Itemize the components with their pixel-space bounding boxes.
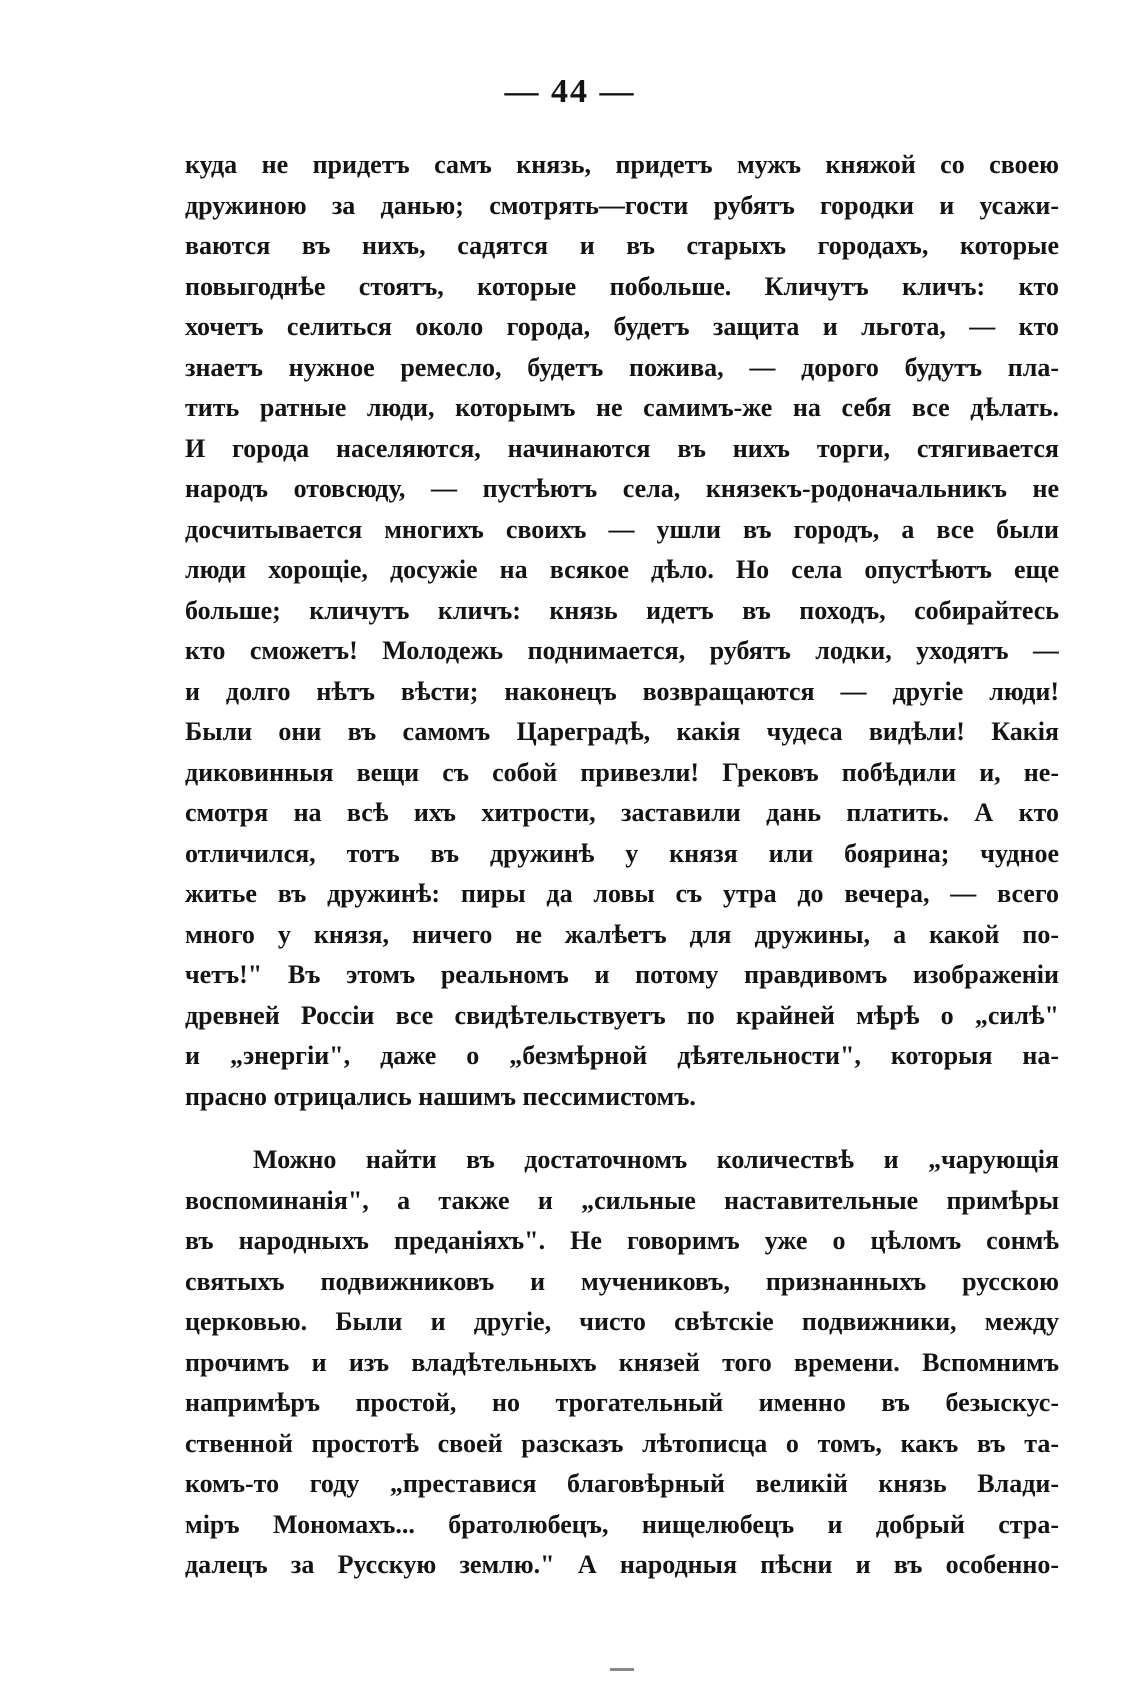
text-line: хочетъ селиться около города, будетъ защита и льгота, — кто — [185, 312, 1059, 341]
text-line: святыхъ подвижниковъ и мучениковъ, признанныхъ русскою — [185, 1266, 1059, 1296]
footer-mark — [610, 1668, 634, 1671]
text-line: много у князя, ничего не жалѣетъ для дружины, а какой по- — [185, 919, 1059, 949]
text-line: люди хорощіе, досужіе на всякое дѣло. Но села опустѣютъ еще — [185, 555, 1059, 584]
text-line: И города населяются, начинаются въ нихъ торги, стягивается — [185, 433, 1059, 463]
text-line: народъ отовсюду, — пустѣютъ села, князекъ-родоначальникъ не — [185, 474, 1059, 503]
text-line: отличился, тотъ въ дружинѣ у князя или боярина; чудное — [185, 838, 1059, 868]
paragraph-2 — [185, 1140, 1059, 1586]
text-line: досчитывается многихъ своихъ — ушли въ городъ, а все были — [185, 514, 1059, 544]
text-line: міръ Мономахъ... братолюбецъ, нищелюбецъ и добрый стра- — [185, 1509, 1059, 1539]
text-line: знаетъ нужное ремесло, будетъ пожива, — дорого будутъ пла- — [185, 352, 1059, 382]
page-number: — 44 — — [504, 73, 636, 110]
text-line: и „энергіи", даже о „безмѣрной дѣятельности", которыя на- — [185, 1041, 1059, 1070]
text-line: диковинныя вещи съ собой привезли! Грековъ побѣдили и, не- — [185, 757, 1059, 787]
text-line: древней Россіи все свидѣтельствуетъ по крайней мѣрѣ о „силѣ" — [185, 1000, 1059, 1030]
text-line: воспоминанія", а также и „сильные наставительные примѣры — [185, 1185, 1059, 1215]
text-line: повыгоднѣе стоятъ, которые побольше. Кличутъ кличъ: кто — [185, 271, 1059, 301]
text-line: прасно отрицались нашимъ пессимистомъ. — [185, 1081, 696, 1111]
text-line: далецъ за Русскую землю." А народныя пѣсни и въ особенно- — [185, 1550, 1059, 1579]
text-line: куда не придетъ самъ князь, придетъ мужъ княжой со своею — [185, 150, 1059, 179]
text-line: церковью. Были и другіе, чисто свѣтскіе подвижники, между — [185, 1307, 1059, 1336]
text-line: четъ!" Въ этомъ реальномъ и потому правдивомъ изображеніи — [185, 960, 1059, 989]
text-line: ваются въ нихъ, садятся и въ старыхъ городахъ, которые — [185, 231, 1059, 260]
text-line: комъ-то году „преставися благовѣрный великій князь Влади- — [185, 1469, 1059, 1498]
text-line: Можно найти въ достаточномъ количествѣ и „чарующія — [253, 1145, 1059, 1174]
text-line: напримѣръ простой, но трогательный именно въ безыскус- — [185, 1388, 1059, 1417]
text-line: дружиною за данью; смотрять—гости рубятъ городки и усажи- — [185, 190, 1059, 220]
text-line: прочимъ и изъ владѣтельныхъ князей того времени. Вспомнимъ — [185, 1347, 1059, 1377]
text-line: Были они въ самомъ Цареградѣ, какія чудеса видѣли! Какія — [185, 717, 1059, 746]
text-line: больше; кличутъ кличъ: князь идетъ въ походъ, собирайтесь — [185, 595, 1059, 625]
text-line: ственной простотѣ своей разсказъ лѣтописца о томъ, какъ въ та- — [185, 1428, 1059, 1458]
text-line: кто сможетъ! Молодежь поднимается, рубятъ лодки, уходятъ — — [185, 636, 1059, 665]
text-line: житье въ дружинѣ: пиры да ловы съ утра до вечера, — всего — [185, 879, 1059, 908]
paragraph-1 — [185, 145, 1059, 1117]
text-line: тить ратные люди, которымъ не самимъ-же на себя все дѣлать. — [185, 393, 1059, 422]
text-line: и долго нѣтъ вѣсти; наконецъ возвращаются — другіе люди! — [185, 676, 1059, 706]
text-line: въ народныхъ преданіяхъ". Не говоримъ уже о цѣломъ сонмѣ — [185, 1226, 1059, 1255]
text-line: смотря на всѣ ихъ хитрости, заставили дань платить. А кто — [185, 798, 1059, 827]
